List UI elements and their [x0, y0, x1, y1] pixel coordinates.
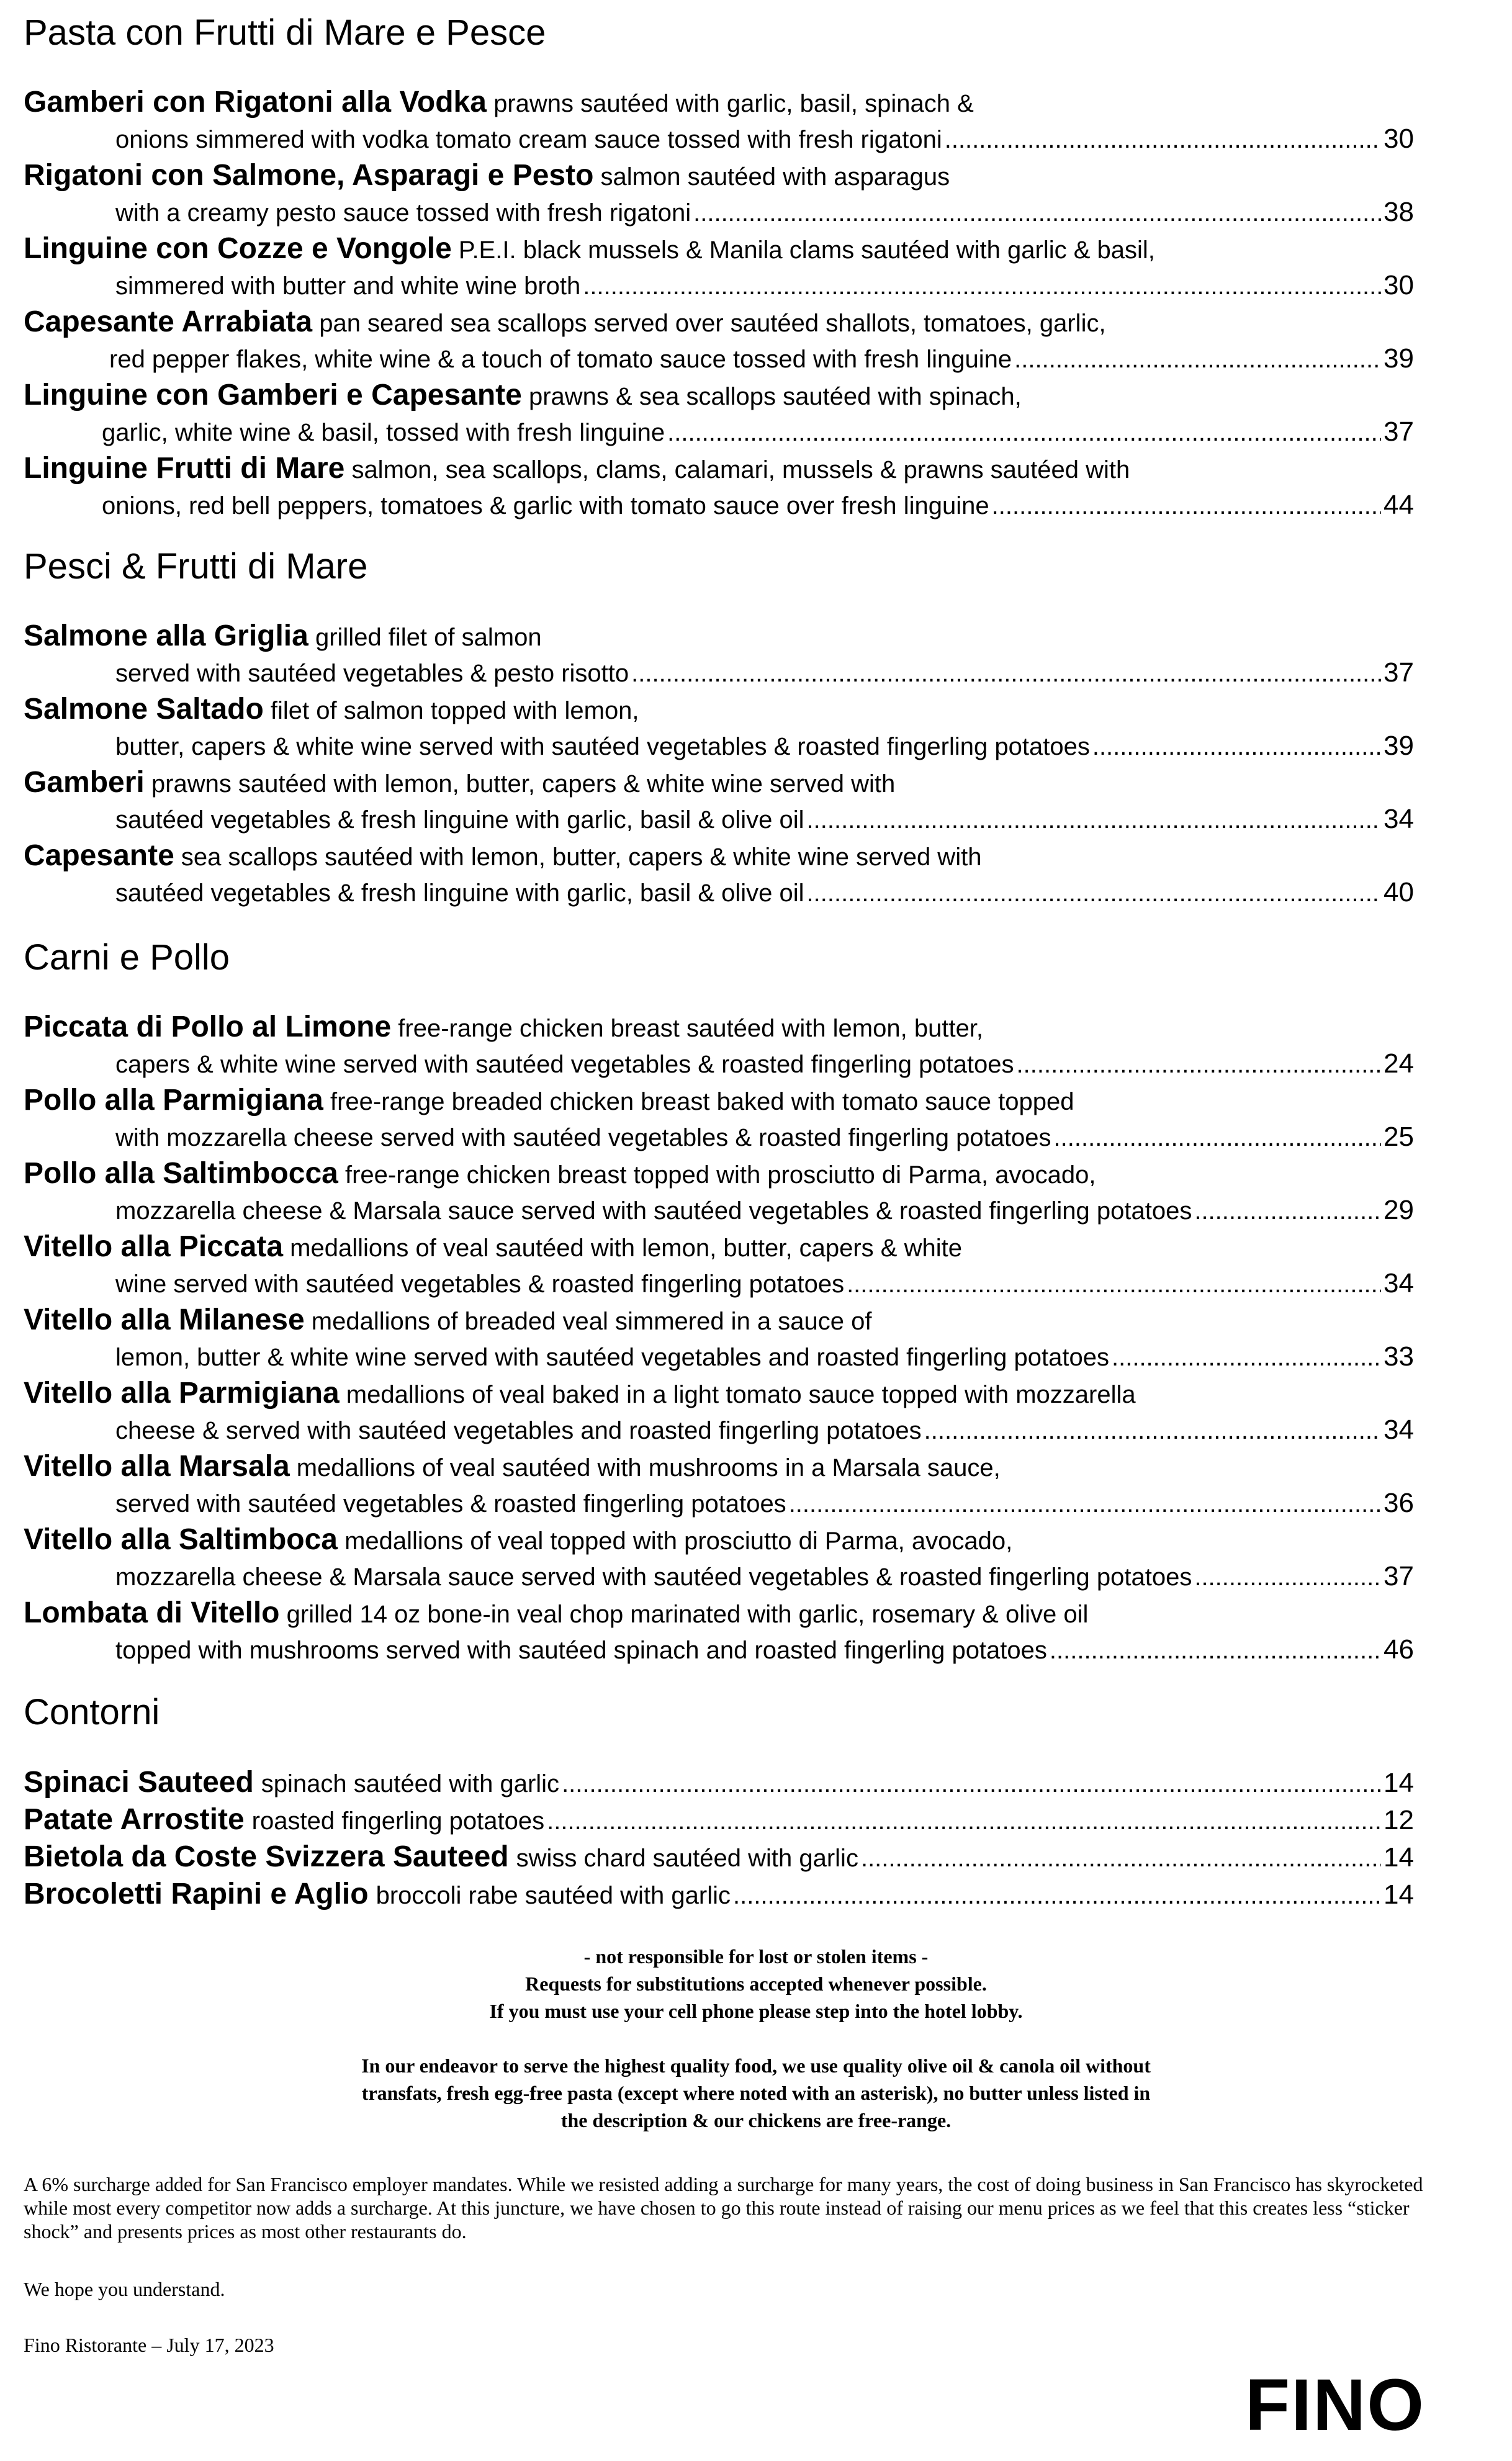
leader-dots — [1050, 1632, 1381, 1669]
item-description-cont: lemon, butter & white wine served with sautéed vegetables and roasted fingerling potatoes — [115, 1344, 1109, 1371]
item-description-cont: served with sautéed vegetables & pesto risotto — [115, 660, 629, 687]
section-title: Carni e Pollo — [24, 937, 230, 978]
surcharge-notice: A 6% surcharge added for San Francisco employer mandates. While we resisted adding a surcharge for many years, the cost of doing business in San Francisco has skyrocketed while most every competitor now adds a surcharge. At this juncture, we have chosen to go this route instead of raising our menu prices as we feel that this creates less “sticker shock” and presents prices as most other restaurants do. — [24, 2173, 1423, 2243]
section-title: Pesci & Frutti di Mare — [24, 546, 368, 587]
item-name: Linguine Frutti di Mare — [24, 452, 345, 485]
leader-dots — [1194, 1559, 1381, 1596]
item-name: Gamberi con Rigatoni alla Vodka — [24, 86, 487, 119]
item-name: Salmone alla Griglia — [24, 619, 308, 652]
item-description: free-range chicken breast sautéed with lemon, butter, — [398, 1015, 984, 1042]
item-description: medallions of veal sautéed with lemon, butter, capers & white — [290, 1235, 962, 1262]
menu-items — [24, 1009, 1414, 1668]
item-name: Capesante Arrabiata — [24, 305, 313, 338]
item-description: prawns sautéed with garlic, basil, spinach & — [493, 90, 974, 117]
item-description: salmon, sea scallops, clams, calamari, mussels & prawns sautéed with — [351, 456, 1130, 484]
item-price: 40 — [1384, 877, 1414, 907]
leader-dots — [547, 1802, 1381, 1840]
leader-dots — [861, 1840, 1381, 1877]
menu-item — [24, 451, 1414, 524]
item-name: Pollo alla Saltimbocca — [24, 1157, 338, 1190]
leader-dots — [1092, 728, 1381, 765]
item-price: 34 — [1384, 804, 1414, 834]
item-price: 36 — [1384, 1488, 1414, 1518]
item-name: Pollo alla Parmigiana — [24, 1084, 323, 1117]
leader-dots — [807, 801, 1382, 839]
menu-item — [24, 1302, 1414, 1375]
item-name: Vitello alla Piccata — [24, 1230, 284, 1263]
note-line: Requests for substitutions accepted whenever possible. — [525, 1973, 987, 1995]
leader-dots — [992, 487, 1381, 524]
item-name: Rigatoni con Salmone, Asparagi e Pesto — [24, 159, 594, 192]
item-description: sea scallops sautéed with lemon, butter, capers & white wine served with — [181, 844, 982, 871]
menu-items — [24, 618, 1414, 911]
item-description-cont: mozzarella cheese & Marsala sauce served with sautéed vegetables & roasted fingerling potatoes — [115, 1197, 1192, 1225]
menu-item — [24, 691, 1414, 765]
item-name: Lombata di Vitello — [24, 1596, 280, 1629]
item-description-cont: cheese & served with sautéed vegetables and roasted fingerling potatoes — [115, 1417, 922, 1444]
item-price: 39 — [1384, 343, 1414, 374]
menu-item — [24, 158, 1414, 231]
menu-items — [24, 1764, 1414, 1913]
leader-dots — [1194, 1192, 1381, 1230]
note-line: In our endeavor to serve the highest quality food, we use quality olive oil & canola oil without — [361, 2054, 1151, 2077]
item-name: Brocoletti Rapini e Aglio — [24, 1878, 369, 1910]
leader-dots — [733, 1877, 1381, 1914]
leader-dots — [667, 414, 1381, 451]
item-name: Bietola da Coste Svizzera Sauteed — [24, 1840, 509, 1873]
menu-item — [24, 765, 1414, 838]
note-line: the description & our chickens are free-range. — [560, 2109, 952, 2131]
item-description: prawns sautéed with lemon, butter, capers & white wine served with — [151, 770, 896, 798]
item-description-cont: butter, capers & white wine served with sautéed vegetables & roasted fingerling potatoes — [115, 733, 1090, 760]
item-description-cont: mozzarella cheese & Marsala sauce served with sautéed vegetables & roasted fingerling potatoes — [115, 1563, 1192, 1591]
item-price: 33 — [1384, 1341, 1414, 1372]
menu-item — [24, 1375, 1414, 1449]
item-description-cont: red pepper flakes, white wine & a touch of tomato sauce tossed with fresh linguine — [109, 346, 1012, 373]
item-description-cont: served with sautéed vegetables & roasted fingerling potatoes — [115, 1490, 786, 1518]
item-name: Vitello alla Parmigiana — [24, 1377, 340, 1410]
menu-item — [24, 838, 1414, 911]
section-carni — [24, 936, 1414, 1668]
item-description: medallions of veal sautéed with mushrooms in a Marsala sauce, — [296, 1454, 1001, 1482]
section-contorni — [24, 1691, 1414, 1913]
item-price: 38 — [1384, 197, 1414, 227]
item-price: 37 — [1384, 1561, 1414, 1591]
item-name: Vitello alla Saltimboca — [24, 1523, 338, 1556]
note-line: - not responsible for lost or stolen items - — [583, 1945, 929, 1968]
menu-item — [24, 618, 1414, 691]
item-description-cont: sautéed vegetables & fresh linguine with garlic, basil & olive oil — [115, 880, 804, 907]
menu-item — [24, 84, 1414, 158]
item-price: 37 — [1384, 416, 1414, 447]
leader-dots — [924, 1412, 1381, 1449]
item-price: 44 — [1384, 490, 1414, 520]
leader-dots — [1112, 1339, 1381, 1376]
item-description: spinach sautéed with garlic — [261, 1770, 560, 1797]
item-price: 14 — [1384, 1842, 1414, 1873]
leader-dots — [807, 875, 1382, 912]
leader-dots — [631, 655, 1381, 692]
item-name: Salmone Saltado — [24, 693, 264, 726]
item-price: 30 — [1384, 124, 1414, 154]
item-description: medallions of veal topped with prosciutto di Parma, avocado, — [344, 1527, 1013, 1555]
menu-item — [24, 377, 1414, 451]
item-description-cont: with mozzarella cheese served with sautéed vegetables & roasted fingerling potatoes — [115, 1124, 1051, 1151]
item-description-cont: onions simmered with vodka tomato cream sauce tossed with fresh rigatoni — [115, 126, 942, 153]
menu-item — [24, 1449, 1414, 1522]
note-line: If you must use your cell phone please step into the hotel lobby. — [489, 2000, 1023, 2022]
item-description: salmon sautéed with asparagus — [600, 163, 950, 191]
menu-item — [24, 1876, 1414, 1913]
item-name: Vitello alla Milanese — [24, 1303, 305, 1336]
leader-dots — [693, 194, 1381, 232]
item-name: Vitello alla Marsala — [24, 1450, 290, 1483]
menu-item — [24, 1156, 1414, 1229]
item-name: Patate Arrostite — [24, 1803, 245, 1836]
item-price: 46 — [1384, 1634, 1414, 1665]
item-name: Piccata di Pollo al Limone — [24, 1010, 392, 1043]
leader-dots — [1014, 341, 1381, 378]
item-description: medallions of veal baked in a light tomato sauce topped with mozzarella — [346, 1381, 1136, 1408]
menu-item — [24, 1801, 1414, 1838]
item-description-cont: simmered with butter and white wine broth — [115, 272, 581, 300]
leader-dots — [1017, 1046, 1382, 1083]
policy-notes — [0, 1943, 1512, 2134]
leader-dots — [847, 1266, 1381, 1303]
item-description-cont: onions, red bell peppers, tomatoes & garlic with tomato sauce over fresh linguine — [102, 492, 989, 520]
item-name: Gamberi — [24, 766, 145, 799]
menu-item — [24, 1082, 1414, 1156]
item-name: Spinaci Sauteed — [24, 1766, 254, 1799]
leader-dots — [1054, 1119, 1382, 1156]
footer-date: Fino Ristorante – July 17, 2023 — [24, 2334, 274, 2356]
item-description-cont: wine served with sautéed vegetables & roasted fingerling potatoes — [115, 1271, 845, 1298]
section-pesci — [24, 545, 1414, 911]
leader-dots — [789, 1485, 1381, 1523]
item-description-cont: topped with mushrooms served with sautéed spinach and roasted fingerling potatoes — [115, 1637, 1047, 1664]
item-price: 14 — [1384, 1768, 1414, 1798]
item-price: 30 — [1384, 270, 1414, 300]
menu-items — [24, 84, 1414, 524]
item-name: Capesante — [24, 839, 174, 872]
item-description: swiss chard sautéed with garlic — [516, 1845, 858, 1872]
menu-item — [24, 1009, 1414, 1082]
item-description: grilled 14 oz bone-in veal chop marinated with garlic, rosemary & olive oil — [286, 1601, 1089, 1628]
closing-note: We hope you understand. — [24, 2278, 225, 2300]
item-description: roasted fingerling potatoes — [251, 1807, 545, 1835]
item-price: 24 — [1384, 1048, 1414, 1079]
item-price: 39 — [1384, 731, 1414, 761]
menu-item — [24, 1764, 1414, 1801]
note-line: transfats, fresh egg-free pasta (except where noted with an asterisk), no butter unless listed in — [361, 2082, 1151, 2104]
item-description-cont: with a creamy pesto sauce tossed with fresh rigatoni — [115, 199, 691, 227]
item-name: Linguine con Gamberi e Capesante — [24, 379, 522, 412]
menu-item — [24, 231, 1414, 304]
item-description-cont: garlic, white wine & basil, tossed with fresh linguine — [102, 419, 665, 446]
menu-item — [24, 304, 1414, 377]
menu-item — [24, 1595, 1414, 1668]
item-description: P.E.I. black mussels & Manila clams sautéed with garlic & basil, — [458, 236, 1155, 264]
leader-dots — [583, 268, 1381, 305]
item-price: 29 — [1384, 1195, 1414, 1225]
section-pasta — [24, 11, 1414, 524]
item-description: filet of salmon topped with lemon, — [270, 697, 639, 724]
item-description: prawns & sea scallops sautéed with spinach, — [528, 383, 1022, 410]
item-description: broccoli rabe sautéed with garlic — [376, 1882, 731, 1909]
leader-dots — [945, 121, 1381, 158]
item-description: grilled filet of salmon — [315, 624, 542, 651]
item-description: medallions of breaded veal simmered in a sauce of — [311, 1308, 872, 1335]
item-price: 34 — [1384, 1415, 1414, 1445]
item-description: pan seared sea scallops served over sautéed shallots, tomatoes, garlic, — [319, 310, 1106, 337]
item-price: 34 — [1384, 1268, 1414, 1298]
menu-item — [24, 1838, 1414, 1876]
item-price: 12 — [1384, 1805, 1414, 1835]
menu-item — [24, 1229, 1414, 1302]
section-title: Pasta con Frutti di Mare e Pesce — [24, 12, 546, 53]
item-description-cont: sautéed vegetables & fresh linguine with garlic, basil & olive oil — [115, 806, 804, 834]
fino-logo: FINO — [1245, 2364, 1425, 2446]
item-price: 25 — [1384, 1122, 1414, 1152]
item-name: Linguine con Cozze e Vongole — [24, 232, 452, 265]
item-description: free-range chicken breast topped with prosciutto di Parma, avocado, — [344, 1161, 1096, 1189]
menu-item — [24, 1522, 1414, 1595]
item-price: 14 — [1384, 1879, 1414, 1910]
item-description-cont: capers & white wine served with sautéed vegetables & roasted fingerling potatoes — [115, 1051, 1014, 1078]
item-price: 37 — [1384, 657, 1414, 688]
item-description: free-range breaded chicken breast baked with tomato sauce topped — [330, 1088, 1074, 1115]
section-title: Contorni — [24, 1692, 160, 1732]
leader-dots — [562, 1765, 1381, 1802]
